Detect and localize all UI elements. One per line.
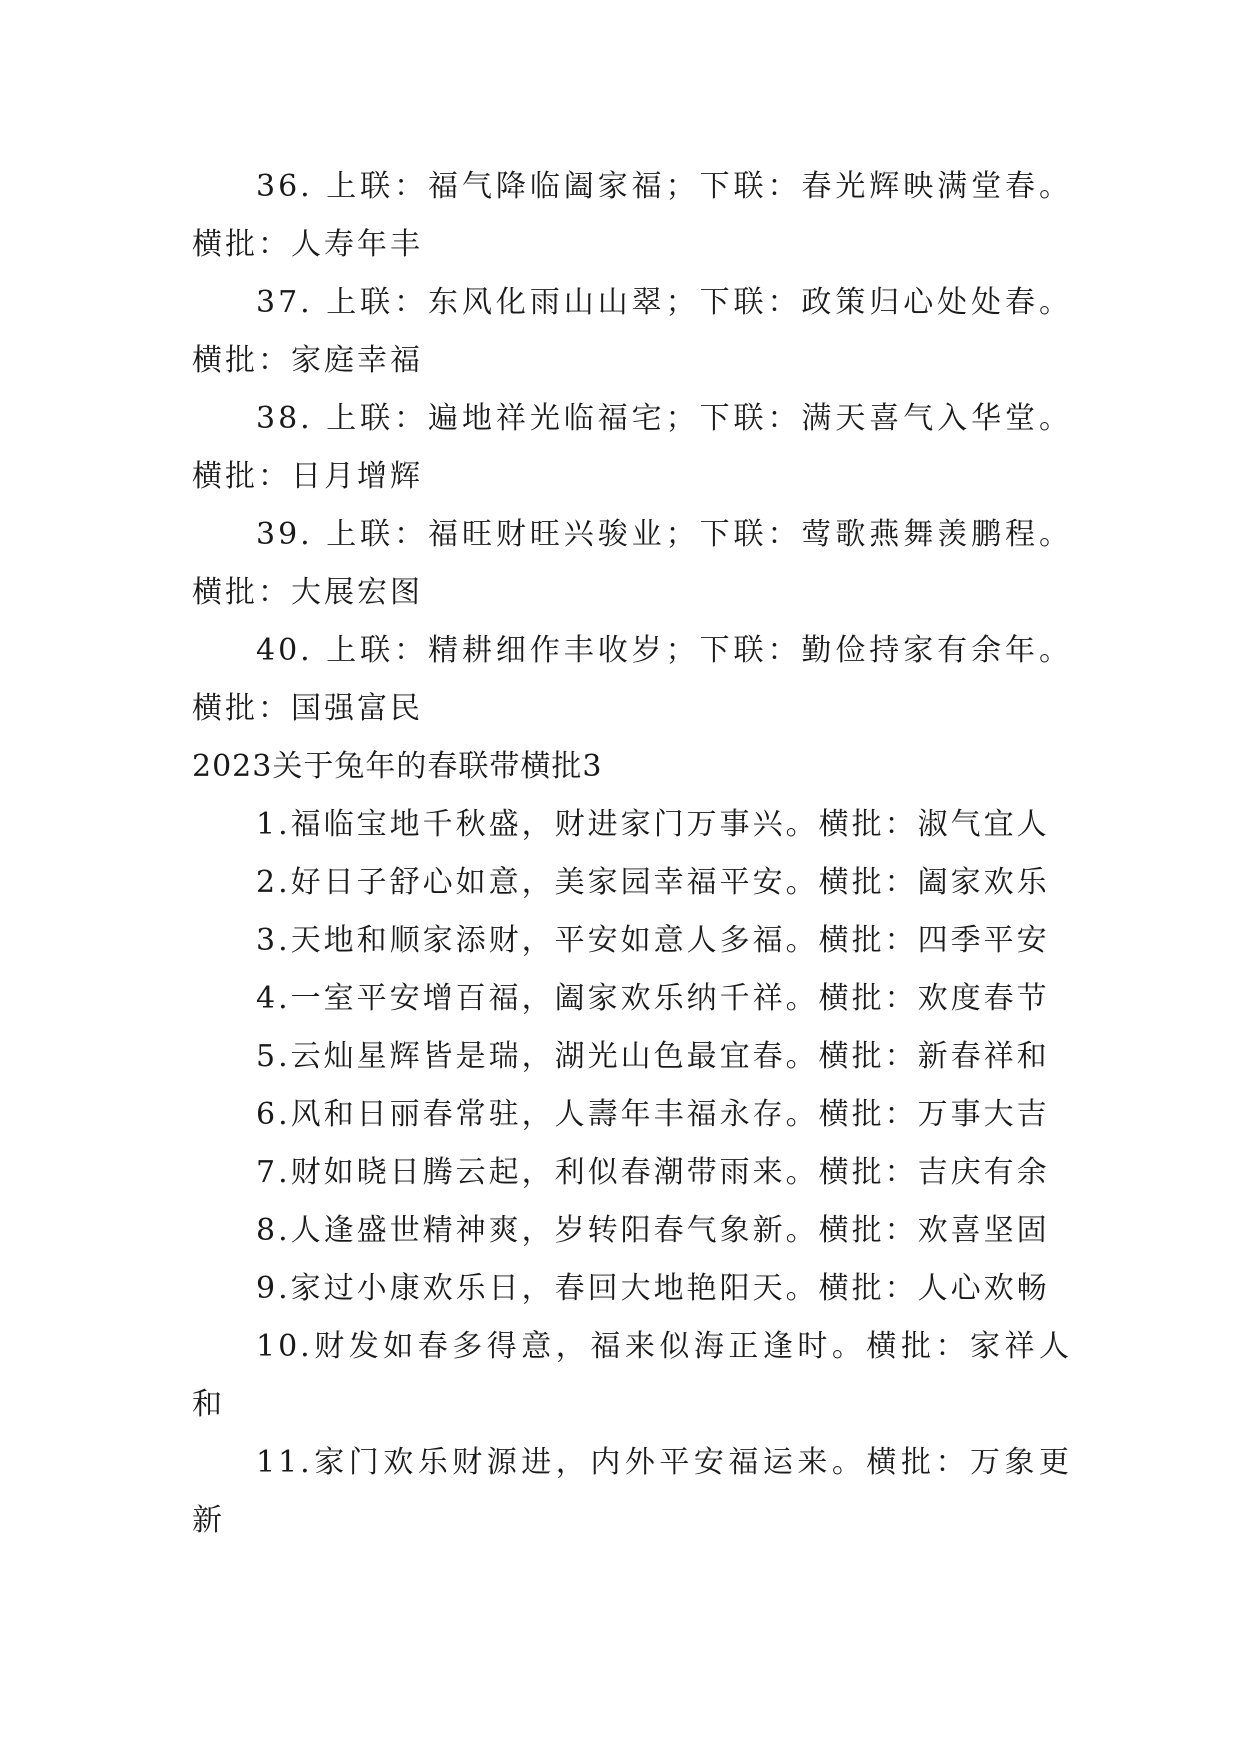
section-heading: 2023关于兔年的春联带横批3 xyxy=(192,749,603,784)
couplet-line: 1.福临宝地千秋盛，财进家门万事兴。横批：淑气宜人 xyxy=(256,807,1050,842)
couplet-line: 横批：日月增辉 xyxy=(192,459,423,494)
couplet-line: 横批：大展宏图 xyxy=(192,575,423,610)
couplet-line: 10.财发如春多得意，福来似海正逢时。横批：家祥人 xyxy=(256,1329,1072,1364)
couplet-line: 7.财如晓日腾云起，利似春潮带雨来。横批：吉庆有余 xyxy=(256,1155,1050,1190)
couplet-line: 新 xyxy=(192,1503,225,1538)
couplet-line: 3.天地和顺家添财，平安如意人多福。横批：四季平安 xyxy=(256,923,1050,958)
couplet-line: 37. 上联：东风化雨山山翠；下联：政策归心处处春。 xyxy=(256,285,1072,320)
couplet-line: 40. 上联：精耕细作丰收岁；下联：勤俭持家有余年。 xyxy=(256,633,1072,668)
couplet-line: 横批：人寿年丰 xyxy=(192,227,423,262)
couplet-line: 11.家门欢乐财源进，内外平安福运来。横批：万象更 xyxy=(256,1445,1072,1480)
couplet-line: 38. 上联：遍地祥光临福宅；下联：满天喜气入华堂。 xyxy=(256,401,1072,436)
couplet-line: 36. 上联：福气降临阖家福；下联：春光辉映满堂春。 xyxy=(256,169,1072,204)
couplet-line: 2.好日子舒心如意，美家园幸福平安。横批：阖家欢乐 xyxy=(256,865,1050,900)
couplet-line: 8.人逢盛世精神爽，岁转阳春气象新。横批：欢喜坚固 xyxy=(256,1213,1050,1248)
couplet-line: 和 xyxy=(192,1387,225,1422)
couplet-line: 39. 上联：福旺财旺兴骏业；下联：莺歌燕舞羡鹏程。 xyxy=(256,517,1072,552)
couplet-line: 4.一室平安增百福，阖家欢乐纳千祥。横批：欢度春节 xyxy=(256,981,1050,1016)
couplet-line: 6.风和日丽春常驻，人壽年丰福永存。横批：万事大吉 xyxy=(256,1097,1050,1132)
couplet-line: 横批：国强富民 xyxy=(192,691,423,726)
couplet-line: 横批：家庭幸福 xyxy=(192,343,423,378)
couplet-line: 9.家过小康欢乐日，春回大地艳阳天。横批：人心欢畅 xyxy=(256,1271,1050,1306)
couplet-line: 5.云灿星辉皆是瑞，湖光山色最宜春。横批：新春祥和 xyxy=(256,1039,1050,1074)
